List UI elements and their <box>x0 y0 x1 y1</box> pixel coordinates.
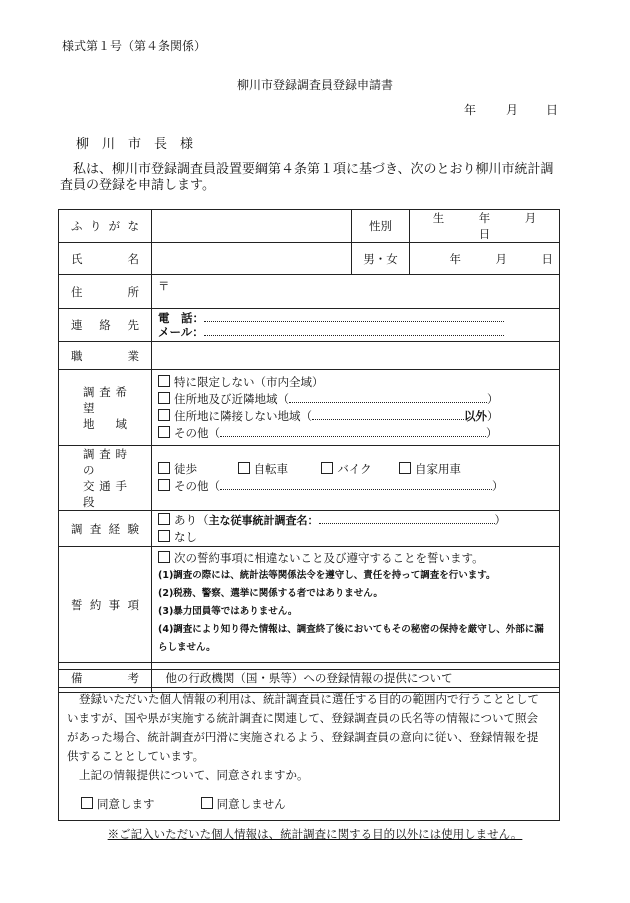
area-checkbox-3[interactable] <box>158 409 170 421</box>
name-field[interactable] <box>152 243 352 275</box>
transport-checkbox-5[interactable] <box>158 479 170 491</box>
page-title: 柳川市登録調査員登録申請書 <box>236 78 393 92</box>
pledge-3: (3)暴力団員等ではありません。 <box>158 606 298 617</box>
address-label: 住所 <box>59 275 152 309</box>
agree-checkbox[interactable] <box>81 797 93 809</box>
experience-yes: あり（ <box>174 512 209 527</box>
experience-no: なし <box>174 529 197 544</box>
birth-date-field[interactable]: 年 月 日 <box>410 243 560 275</box>
phone-label: 電 話： <box>158 311 204 325</box>
experience-options <box>152 511 560 547</box>
area-options <box>152 370 560 446</box>
info-line-1: 登録いただいた個人情報の利用は、統計調査員に選任する目的の範囲内で行うこととして <box>79 692 539 706</box>
transport-label-line2: 交通手段 <box>83 479 127 509</box>
experience-yes-checkbox[interactable] <box>158 513 170 525</box>
transport-option-4: 自家用車 <box>414 462 461 476</box>
area-label <box>59 370 152 446</box>
transport-options <box>152 446 560 511</box>
footer-note-text: ※ご記入いただいた個人情報は、統計調査に関する目的以外には使用しません。 <box>107 827 523 841</box>
date-day: 日 <box>546 103 559 117</box>
transport-checkbox-1[interactable] <box>158 462 170 474</box>
contact-field[interactable] <box>152 309 560 342</box>
transport-other: その他（ <box>174 479 220 493</box>
contact-label: 連絡先 <box>59 309 152 342</box>
application-table <box>58 209 571 693</box>
info-heading: 他の行政機関（国・県等）への登録情報の提供について <box>59 670 559 688</box>
disagree-checkbox[interactable] <box>201 797 213 809</box>
paren: ） <box>487 391 499 406</box>
pledge-content <box>152 547 560 663</box>
transport-option-3: バイク <box>337 462 372 476</box>
paren: ） <box>492 479 504 493</box>
form-number: 様式第１号（第４条関係） <box>62 39 207 53</box>
transport-label-line1: 調査時の <box>83 447 127 477</box>
info-sharing-box <box>58 669 560 821</box>
paren: ） <box>486 425 498 440</box>
date-month: 月 <box>506 103 519 117</box>
address-field[interactable] <box>152 275 560 309</box>
pledge-4: (4)調査により知り得た情報は、調査終了後においてもその秘密の保持を厳守し、外部に漏 <box>158 624 544 635</box>
area-option-4: その他（ <box>174 425 220 440</box>
transport-checkbox-3[interactable] <box>321 462 333 474</box>
area-label-line1: 調査希望 <box>83 384 127 415</box>
area-option-3: 住所地に隣接しない地域（ <box>174 408 312 423</box>
info-line-3: があった場合、統計調査が円滑に実施されるよう、登録調査員の意向に従い、登録情報を提 <box>67 730 539 744</box>
remarks-label: 備考 <box>59 663 152 693</box>
date-year: 年 <box>464 103 477 117</box>
area-checkbox-2[interactable] <box>158 392 170 404</box>
info-question: 上記の情報提供について、同意されますか。 <box>79 768 309 782</box>
area-option-2: 住所地及び近隣地域（ <box>174 391 289 406</box>
postal-mark: 〒 <box>158 279 170 293</box>
area-option-1: 特に限定しない（市内全域） <box>174 374 324 389</box>
footer-note <box>0 826 630 842</box>
transport-checkbox-2[interactable] <box>238 462 250 474</box>
pledge-checkbox[interactable] <box>158 551 170 563</box>
paren: ） <box>487 408 499 423</box>
occupation-field[interactable] <box>152 342 560 370</box>
intro-text: 私は、柳川市登録調査員設置要綱第４条第１項に基づき、次のとおり柳川市統計調査員の登録を申請します。 <box>60 162 554 193</box>
pledge-label: 誓約事項 <box>59 547 152 663</box>
agree-label: 同意します <box>97 797 155 811</box>
gender-select[interactable]: 男・女 <box>352 243 410 275</box>
transport-checkbox-4[interactable] <box>399 462 411 474</box>
email-label: メール： <box>158 325 204 339</box>
gender-label: 性別 <box>352 210 410 243</box>
pledge-head: 次の誓約事項に相違ないこと及び遵守することを誓います。 <box>174 551 484 565</box>
transport-option-2: 自転車 <box>253 462 289 476</box>
info-line-4: 供することとしています。 <box>67 749 205 763</box>
area-label-line2: 地域 <box>83 416 127 431</box>
pledge-1: (1)調査の際には、統計法等関係法令を遵守し、責任を持って調査を行います。 <box>158 570 496 581</box>
transport-option-1: 徒歩 <box>174 462 197 476</box>
furigana-field[interactable] <box>152 210 352 243</box>
outside-label: 以外 <box>464 408 487 423</box>
addressee: 柳 川 市 長 様 <box>76 137 194 152</box>
info-line-2: いますが、国や県が実施する統計調査に関連して、登録調査員の氏名等の情報について照会 <box>67 711 539 725</box>
pledge-2: (2)税務、警察、選挙に関係する者ではありません。 <box>158 588 383 599</box>
transport-label <box>59 446 152 511</box>
name-label: 氏名 <box>59 243 152 275</box>
furigana-label: ふりがな <box>59 210 152 243</box>
experience-main-label: 主な従事統計調査名： <box>208 513 319 527</box>
disagree-label: 同意しません <box>216 797 286 811</box>
occupation-label: 職業 <box>59 342 152 370</box>
area-checkbox-1[interactable] <box>158 375 170 387</box>
pledge-4-cont: らしません。 <box>158 642 216 653</box>
birth-label: 生 年 月 日 <box>410 210 560 243</box>
experience-label: 調査経験 <box>59 511 152 547</box>
experience-no-checkbox[interactable] <box>158 530 170 542</box>
area-checkbox-4[interactable] <box>158 426 170 438</box>
paren: ） <box>494 512 506 527</box>
